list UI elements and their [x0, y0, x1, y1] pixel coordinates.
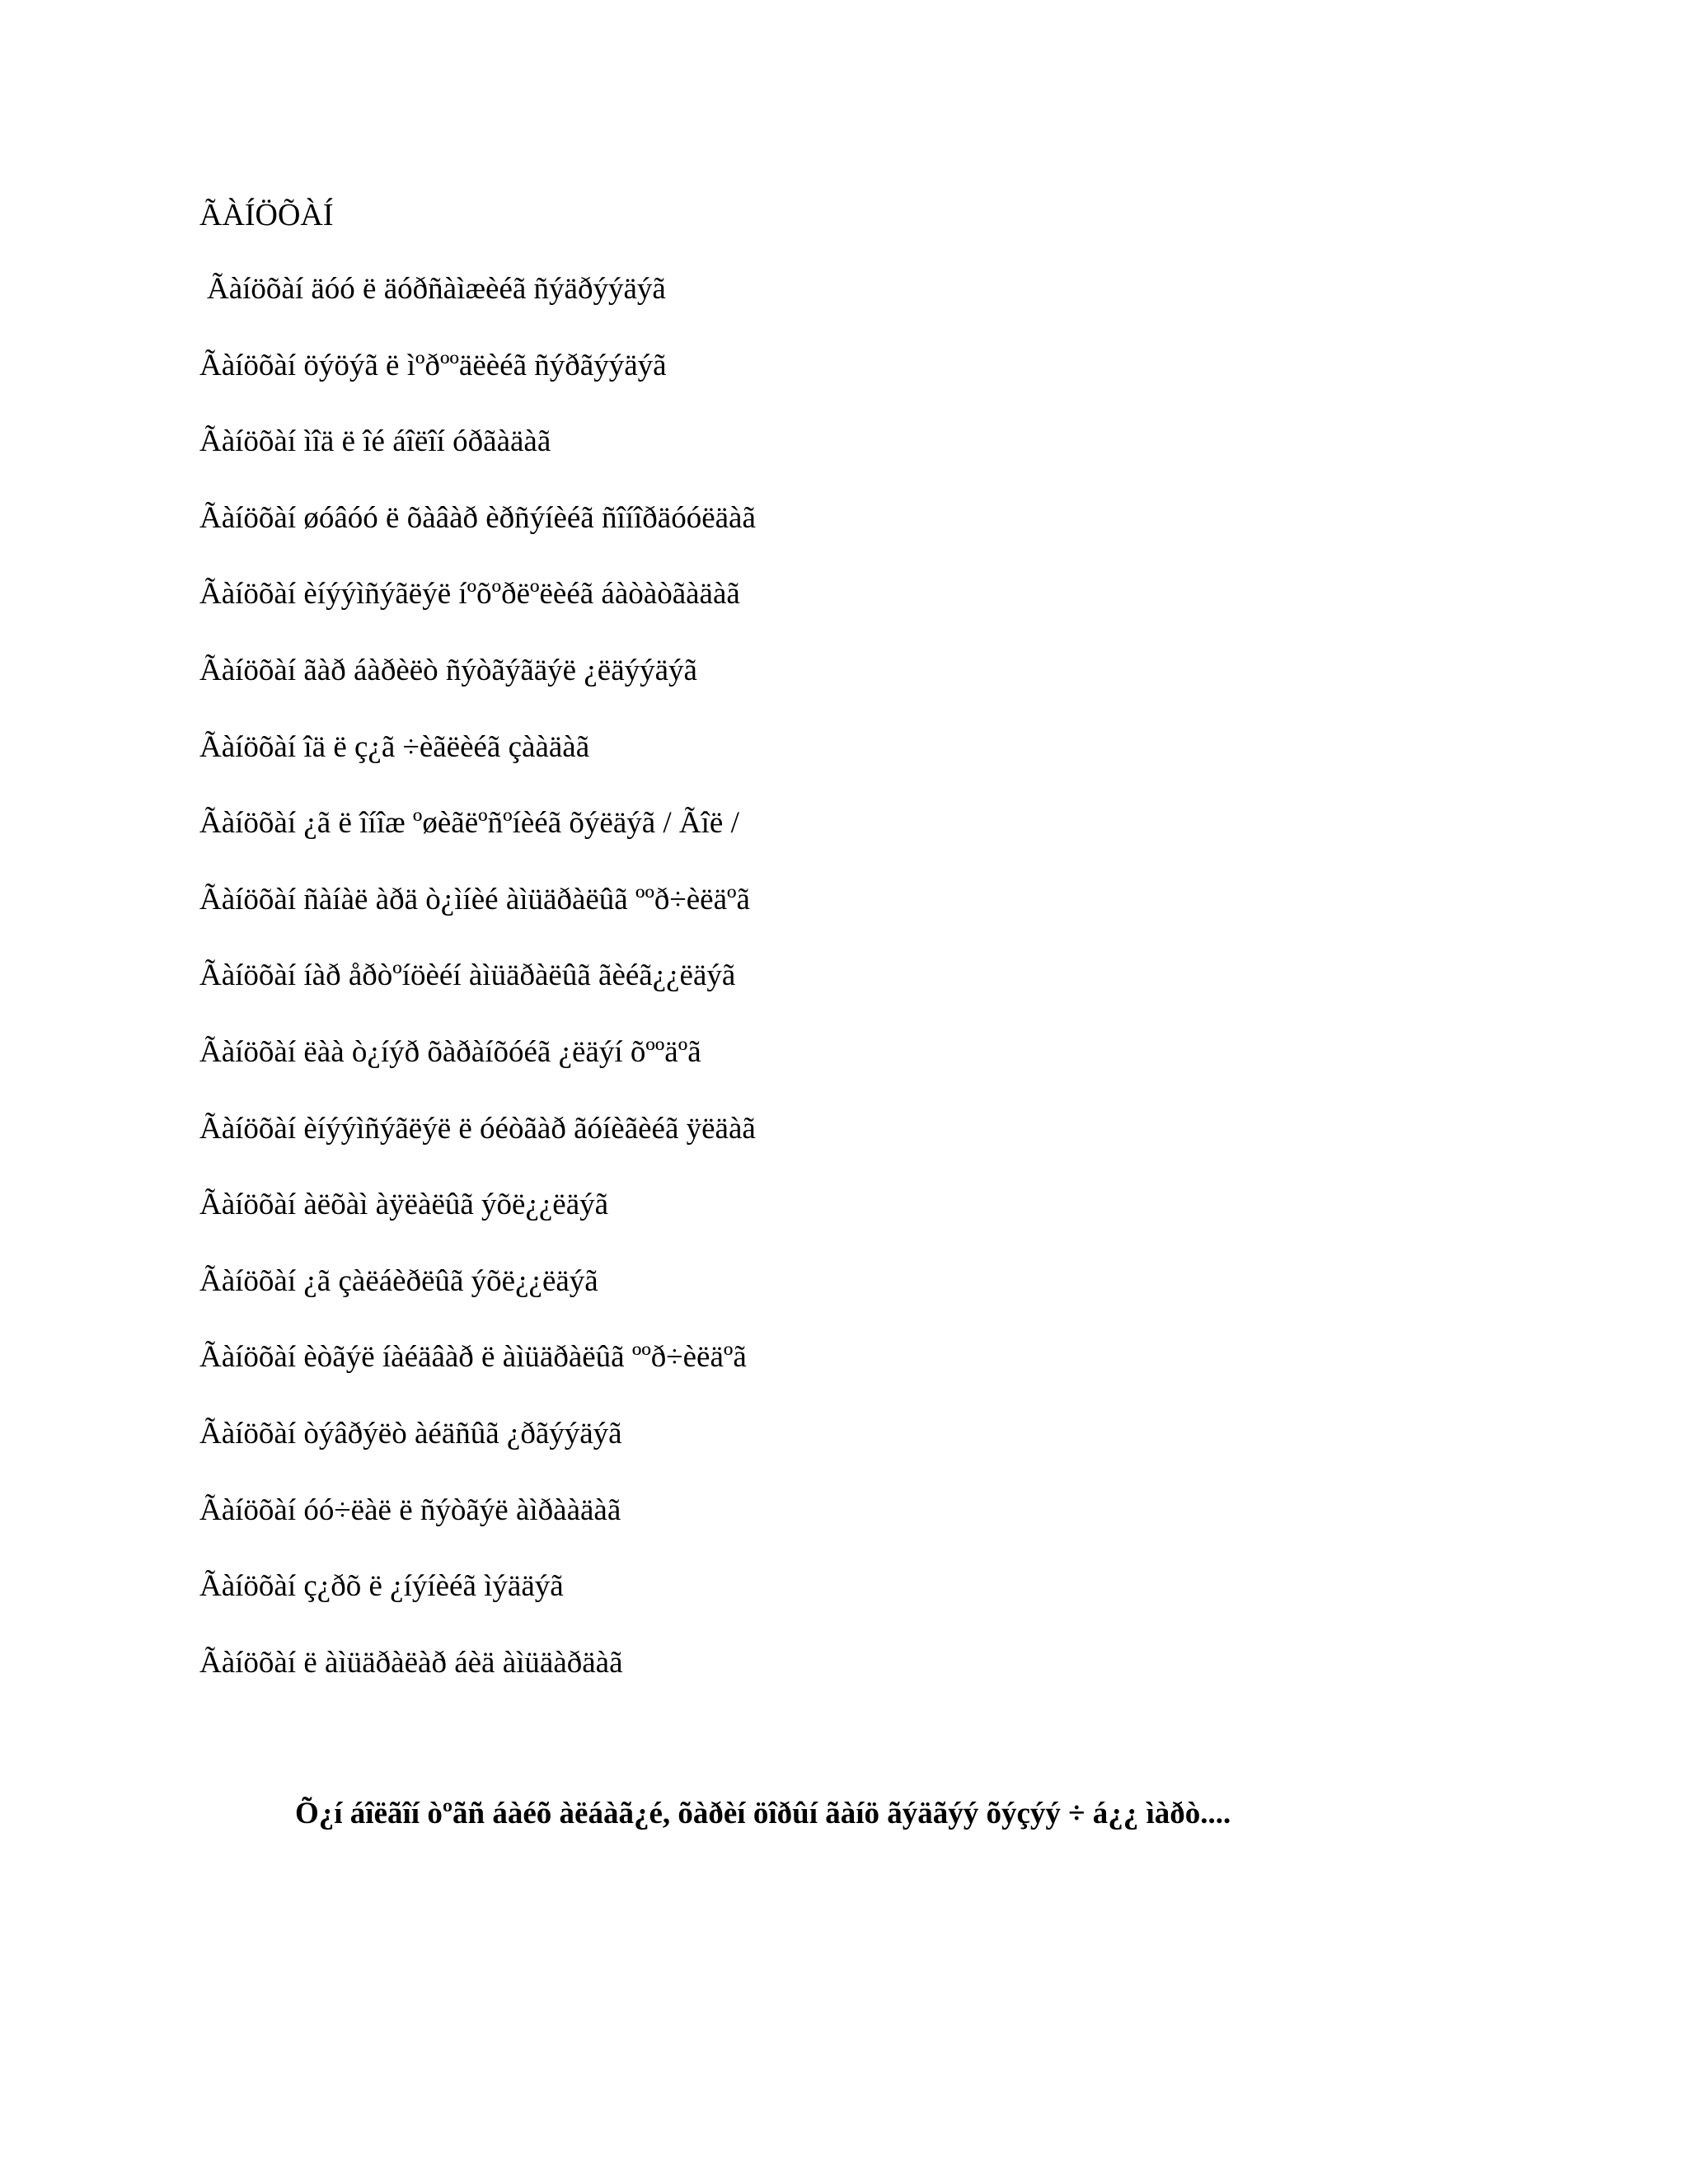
poem-line: Ãàíöõàí øóâóó ë õàâàð èðñýíèéã ñîíîðäóóëäàã	[199, 500, 756, 535]
poem-line: Ãàíöõàí ¿ã ë îíîæ ºøèãëºñºíèéã õýëäýã / Ãîë /	[199, 806, 739, 841]
poem-line: Ãàíöõàí òýâðýëò àéäñûã ¿ðãýýäýã	[199, 1416, 622, 1451]
poem-line: Ãàíöõàí àëõàì àÿëàëûã ýõë¿¿ëäýã	[199, 1188, 609, 1222]
poem-line: Ãàíöõàí óó÷ëàë ë ñýòãýë àìðààäàã	[199, 1493, 621, 1527]
poem-line: Ãàíöõàí ëàà ò¿íýð õàðàíõóéã ¿ëäýí õººäºã	[199, 1034, 701, 1069]
document-title: ÃÀÍÖÕÀÍ	[199, 198, 334, 232]
poem-line: Ãàíöõàí ìîä ë îé áîëîí óðãàäàã	[199, 424, 551, 459]
closing-statement: Õ¿í áîëãîí òºãñ áàéõ àëáàã¿é, õàðèí öîðûí ãàíö ãýäãýý õýçýý ÷ á¿¿ ìàðò....	[295, 1797, 1231, 1830]
poem-line: Ãàíöõàí öýöýã ë ìºðººäëèéã ñýðãýýäýã	[199, 348, 667, 382]
poem-line: Ãàíöõàí íàð åðòºíöèéí àìüäðàëûã ãèéã¿¿ëäýã	[199, 958, 736, 993]
poem-line: Ãàíöõàí èíýýìñýãëýë íºõºðëºëèéã áàòàòãàäàã	[199, 577, 740, 612]
poem-line: Ãàíöõàí èíýýìñýãëýë ë óéòãàð ãóíèãèéã ÿëäàã	[199, 1111, 756, 1146]
poem-line: Ãàíöõàí äóó ë äóðñàìæèéã ñýäðýýäýã	[207, 272, 666, 306]
poem-line: Ãàíöõàí èòãýë íàéäâàð ë àìüäðàëûã ººð÷èëäºã	[199, 1340, 747, 1375]
poem-line: Ãàíöõàí ñàíàë àðä ò¿ìíèé àìüäðàëûã ººð÷èëäºã	[199, 882, 750, 916]
poem-line: Ãàíöõàí ç¿ðõ ë ¿íýíèéã ìýääýã	[199, 1569, 564, 1604]
poem-line: Ãàíöõàí ¿ã çàëáèðëûã ýõë¿¿ëäýã	[199, 1263, 598, 1298]
poem-line: Ãàíöõàí ãàð áàðèëò ñýòãýãäýë ¿ëäýýäýã	[199, 653, 697, 687]
poem-lines	[199, 270, 756, 1720]
poem-line: Ãàíöõàí îä ë ç¿ã ÷èãëèéã çààäàã	[199, 729, 590, 764]
poem-line: Ãàíöõàí ë àìüäðàëàð áèä àìüäàðäàã	[199, 1645, 623, 1680]
